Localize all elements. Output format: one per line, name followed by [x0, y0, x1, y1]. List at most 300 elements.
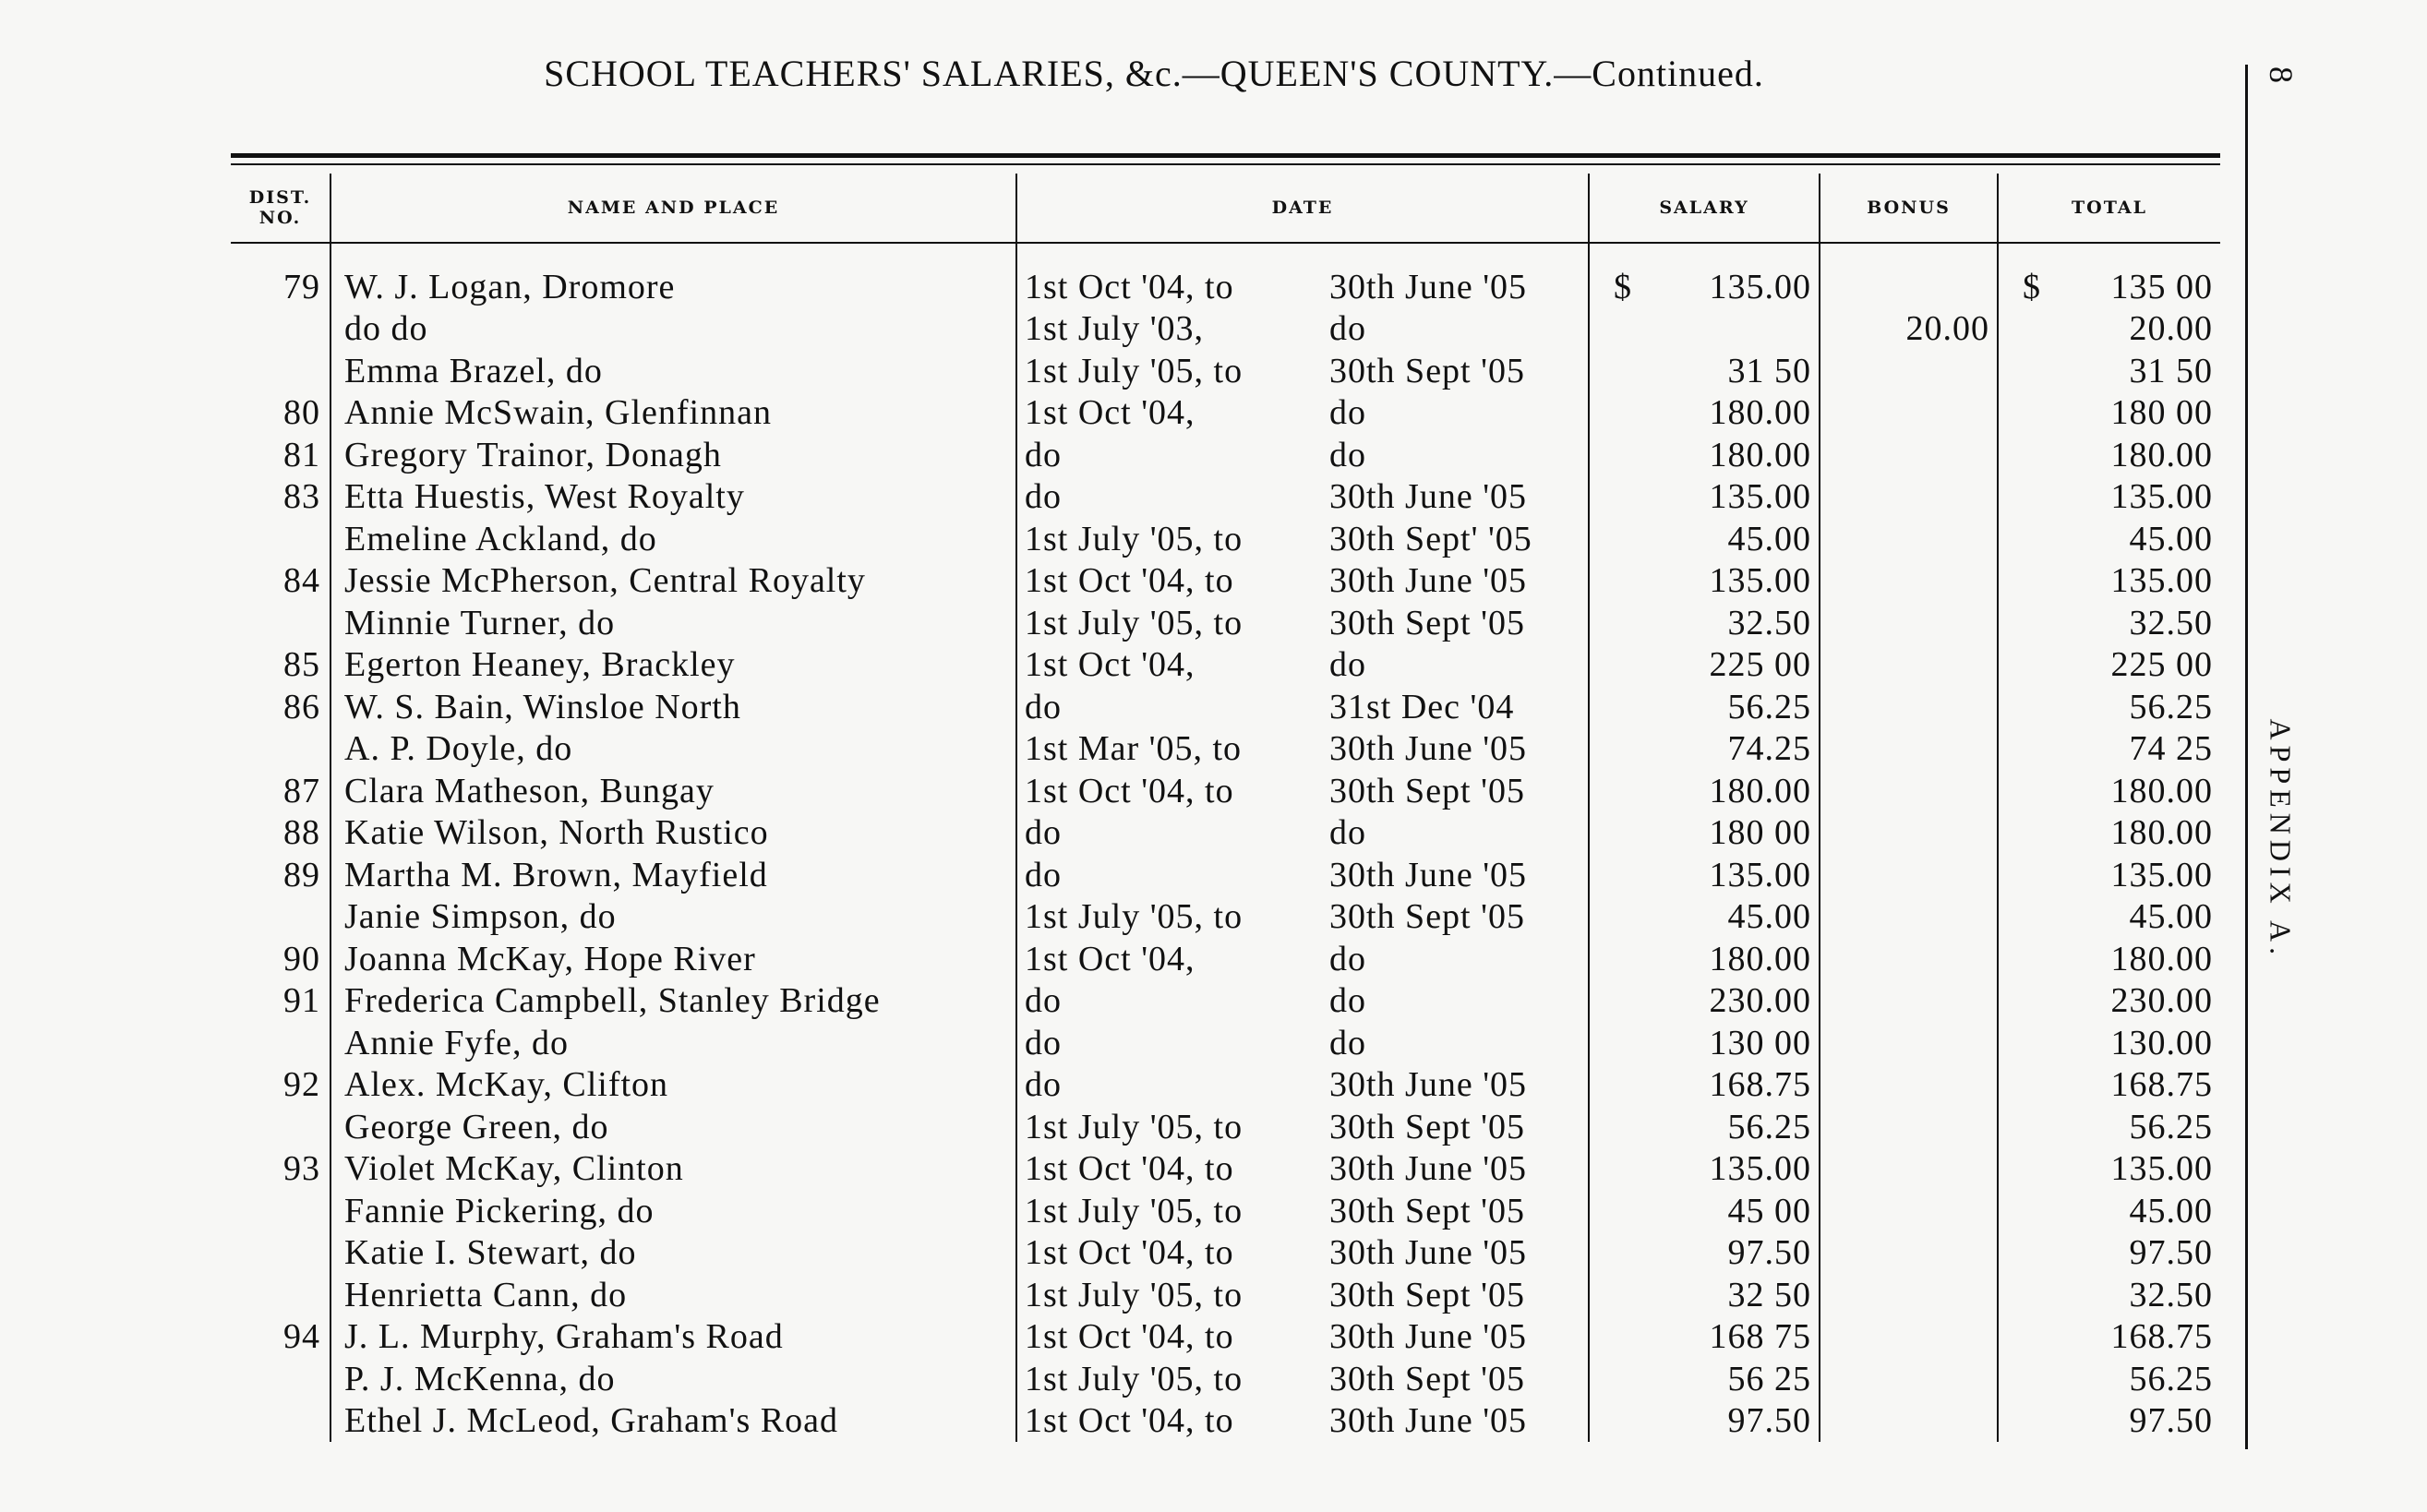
total-value: 230.00 [2110, 981, 2213, 1021]
date-cell [1016, 560, 1589, 603]
bonus-value [1820, 476, 1998, 519]
salary-cell [1589, 434, 1820, 476]
salary-cell [1589, 1064, 1820, 1107]
table-row [231, 686, 2220, 728]
dist-no: 91 [283, 981, 320, 1021]
header-rule-bottom [231, 163, 2220, 165]
col-header-dist: DIST. NO. [231, 174, 330, 243]
table-row [231, 896, 2220, 939]
salary-value: 56 25 [1727, 1359, 1811, 1398]
salary-cell [1589, 896, 1820, 939]
bonus-value [1820, 854, 1998, 896]
date-cell [1016, 1106, 1589, 1148]
total-value: 20.00 [2129, 309, 2213, 349]
date-cell [1016, 1400, 1589, 1443]
name-and-place: Frederica Campbell, Stanley Bridge [330, 980, 1016, 1023]
salary-cell [1589, 728, 1820, 771]
table-row [231, 644, 2220, 687]
total-cell [1998, 686, 2220, 728]
date-cell [1016, 350, 1589, 392]
salary-value: 97.50 [1727, 1233, 1811, 1273]
bonus-value [1820, 980, 1998, 1023]
bonus-value [1820, 243, 1998, 308]
total-cell [1998, 770, 2220, 812]
salary-value: 230.00 [1709, 981, 1811, 1021]
date-to: 30th Sept '05 [1329, 603, 1525, 642]
table-row [231, 308, 2220, 351]
col-header-name: NAME AND PLACE [330, 174, 1016, 243]
bonus-value [1820, 1400, 1998, 1443]
salary-cell [1589, 1232, 1820, 1275]
salary-cell [1589, 1316, 1820, 1359]
total-cell [1998, 243, 2220, 308]
bonus-value [1820, 896, 1998, 939]
bonus-value [1820, 350, 1998, 392]
table-row [231, 392, 2220, 435]
dist-no [231, 1190, 330, 1232]
total-value: 135 00 [2110, 267, 2213, 306]
date-from: 1st July '05, to [1025, 603, 1244, 642]
table-row [231, 1316, 2220, 1359]
bonus-value [1820, 728, 1998, 771]
name-and-place: Clara Matheson, Bungay [330, 770, 1016, 812]
date-to: do [1329, 939, 1366, 978]
name-and-place: A. P. Doyle, do [330, 728, 1016, 771]
name-and-place: P. J. McKenna, do [330, 1358, 1016, 1400]
salary-value: 130 00 [1709, 1023, 1811, 1062]
total-cell [1998, 434, 2220, 476]
total-value: 32.50 [2129, 603, 2213, 642]
total-cell [1998, 1400, 2220, 1443]
dist-no: 94 [283, 1317, 320, 1357]
dist-no: 93 [283, 1149, 320, 1189]
date-to: 30th June '05 [1329, 1317, 1528, 1357]
bonus-value [1820, 1106, 1998, 1148]
name-and-place: J. L. Murphy, Graham's Road [330, 1316, 1016, 1359]
salary-cell [1589, 1358, 1820, 1400]
name-and-place: Annie McSwain, Glenfinnan [330, 392, 1016, 435]
date-to: 30th Sept '05 [1329, 351, 1525, 390]
date-from: do [1025, 855, 1062, 894]
total-cell [1998, 1022, 2220, 1064]
bonus-value [1820, 1022, 1998, 1064]
salary-value: 45.00 [1727, 519, 1811, 558]
table-row [231, 938, 2220, 980]
total-value: 74 25 [2129, 729, 2213, 769]
total-value: 225 00 [2110, 645, 2213, 685]
date-to: do [1329, 309, 1366, 349]
total-cell [1998, 1274, 2220, 1316]
table-row [231, 1148, 2220, 1191]
page-number: 8 [2263, 66, 2300, 83]
table-row [231, 560, 2220, 603]
salary-cell [1589, 1106, 1820, 1148]
date-from: 1st July '05, to [1025, 351, 1244, 390]
table-row [231, 1190, 2220, 1232]
dist-no: 89 [283, 855, 320, 894]
bonus-value [1820, 644, 1998, 687]
name-and-place: George Green, do [330, 1106, 1016, 1148]
date-cell [1016, 1064, 1589, 1107]
dist-no [231, 1106, 330, 1148]
salary-value: 168.75 [1709, 1065, 1811, 1105]
dist-no: 86 [283, 687, 320, 726]
salary-cell [1589, 602, 1820, 644]
date-to: do [1329, 981, 1366, 1021]
dist-no: 80 [283, 393, 320, 433]
dist-no [231, 308, 330, 351]
date-cell [1016, 243, 1589, 308]
date-from: 1st July '05, to [1025, 897, 1244, 937]
date-to: 30th June '05 [1329, 1233, 1528, 1273]
total-value: 130.00 [2110, 1023, 2213, 1062]
date-from: do [1025, 1065, 1062, 1105]
total-cell [1998, 644, 2220, 687]
date-to: 30th Sept' '05 [1329, 519, 1532, 558]
salary-cell [1589, 770, 1820, 812]
total-value: 56.25 [2129, 1359, 2213, 1398]
bonus-value [1820, 434, 1998, 476]
dist-no [231, 602, 330, 644]
total-cell [1998, 1190, 2220, 1232]
salary-cell [1589, 392, 1820, 435]
table-row [231, 1022, 2220, 1064]
total-cell [1998, 980, 2220, 1023]
name-and-place: Henrietta Cann, do [330, 1274, 1016, 1316]
date-to: 31st Dec '04 [1329, 687, 1515, 726]
table-body [231, 243, 2220, 1442]
dist-no: 79 [283, 267, 320, 306]
dist-no [231, 1400, 330, 1443]
dist-no: 90 [283, 939, 320, 978]
total-value: 180.00 [2110, 939, 2213, 978]
table-row [231, 1232, 2220, 1275]
bonus-value [1820, 560, 1998, 603]
salary-value: 97.50 [1727, 1401, 1811, 1441]
name-and-place: Jessie McPherson, Central Royalty [330, 560, 1016, 603]
date-cell [1016, 476, 1589, 519]
table-row [231, 770, 2220, 812]
date-to: 30th Sept '05 [1329, 1359, 1525, 1398]
date-from: 1st July '03, [1025, 309, 1205, 349]
date-to: do [1329, 813, 1366, 853]
date-cell [1016, 1358, 1589, 1400]
total-value: 180.00 [2110, 771, 2213, 810]
date-cell [1016, 1022, 1589, 1064]
table-row [231, 812, 2220, 855]
name-and-place: Minnie Turner, do [330, 602, 1016, 644]
dist-no: 83 [283, 477, 320, 517]
table-row [231, 980, 2220, 1023]
total-cell [1998, 938, 2220, 980]
date-from: 1st Mar '05, to [1025, 729, 1243, 769]
date-to: 30th June '05 [1329, 477, 1528, 517]
table-row [231, 518, 2220, 560]
date-cell [1016, 686, 1589, 728]
date-from: 1st July '05, to [1025, 1107, 1244, 1146]
total-cell [1998, 308, 2220, 351]
date-to: 30th Sept '05 [1329, 1191, 1525, 1230]
total-value: 168.75 [2110, 1065, 2213, 1105]
dollar-sign: $ [1614, 267, 1632, 306]
total-cell [1998, 1358, 2220, 1400]
dist-no [231, 1232, 330, 1275]
bonus-value [1820, 1064, 1998, 1107]
name-and-place: Gregory Trainor, Donagh [330, 434, 1016, 476]
date-to: 30th June '05 [1329, 1401, 1528, 1441]
date-to: 30th Sept '05 [1329, 771, 1525, 810]
total-value: 168.75 [2110, 1317, 2213, 1357]
total-cell [1998, 728, 2220, 771]
total-cell [1998, 1064, 2220, 1107]
date-from: 1st Oct '04, to [1025, 1317, 1234, 1357]
salary-value: 180 00 [1709, 813, 1811, 853]
salary-value: 135.00 [1709, 477, 1811, 517]
date-to: do [1329, 645, 1366, 685]
margin-rule [2245, 65, 2248, 1449]
date-from: do [1025, 687, 1062, 726]
date-cell [1016, 770, 1589, 812]
date-from: 1st Oct '04, to [1025, 1149, 1234, 1189]
bonus-value: 20.00 [1820, 308, 1998, 351]
total-cell [1998, 350, 2220, 392]
total-cell [1998, 1232, 2220, 1275]
name-and-place: Etta Huestis, West Royalty [330, 476, 1016, 519]
table-row [231, 350, 2220, 392]
date-to: do [1329, 435, 1366, 474]
total-cell [1998, 392, 2220, 435]
total-value: 45.00 [2129, 897, 2213, 937]
salary-cell [1589, 854, 1820, 896]
dist-no [231, 1022, 330, 1064]
salary-value: 135.00 [1709, 561, 1811, 601]
date-from: 1st July '05, to [1025, 1275, 1244, 1314]
bonus-value [1820, 1358, 1998, 1400]
date-cell [1016, 644, 1589, 687]
total-cell [1998, 854, 2220, 896]
table-row [231, 1106, 2220, 1148]
bonus-value [1820, 1148, 1998, 1191]
salary-cell [1589, 518, 1820, 560]
bonus-value [1820, 1232, 1998, 1275]
date-from: do [1025, 981, 1062, 1021]
total-cell [1998, 1316, 2220, 1359]
salary-value: 168 75 [1709, 1317, 1811, 1357]
salary-cell [1589, 686, 1820, 728]
bonus-value [1820, 770, 1998, 812]
name-and-place: W. S. Bain, Winsloe North [330, 686, 1016, 728]
date-cell [1016, 1316, 1589, 1359]
date-from: 1st Oct '04, [1025, 645, 1195, 685]
salary-cell [1589, 812, 1820, 855]
salary-cell [1589, 1022, 1820, 1064]
name-and-place: Katie I. Stewart, do [330, 1232, 1016, 1275]
name-and-place: Emeline Ackland, do [330, 518, 1016, 560]
salary-cell [1589, 938, 1820, 980]
date-cell [1016, 602, 1589, 644]
total-value: 45.00 [2129, 519, 2213, 558]
date-from: do [1025, 1023, 1062, 1062]
dist-no: 87 [283, 771, 320, 810]
date-from: 1st July '05, to [1025, 519, 1244, 558]
dist-no [231, 350, 330, 392]
date-cell [1016, 308, 1589, 351]
date-from: 1st July '05, to [1025, 1191, 1244, 1230]
total-cell [1998, 1106, 2220, 1148]
salary-cell [1589, 560, 1820, 603]
total-value: 180.00 [2110, 813, 2213, 853]
total-cell [1998, 896, 2220, 939]
total-cell [1998, 560, 2220, 603]
salary-value: 32 50 [1727, 1275, 1811, 1314]
salary-value: 180.00 [1709, 393, 1811, 433]
bonus-value [1820, 686, 1998, 728]
salary-value: 45 00 [1727, 1191, 1811, 1230]
bonus-value [1820, 812, 1998, 855]
dist-no [231, 728, 330, 771]
table-row [231, 728, 2220, 771]
date-cell [1016, 1190, 1589, 1232]
date-cell [1016, 854, 1589, 896]
date-from: 1st July '05, to [1025, 1359, 1244, 1398]
name-and-place: Alex. McKay, Clifton [330, 1064, 1016, 1107]
date-to: 30th June '05 [1329, 729, 1528, 769]
date-from: 1st Oct '04, to [1025, 267, 1234, 306]
salary-cell [1589, 644, 1820, 687]
date-to: 30th June '05 [1329, 1065, 1528, 1105]
salary-value: 225 00 [1709, 645, 1811, 685]
salary-value: 180.00 [1709, 435, 1811, 474]
total-cell [1998, 476, 2220, 519]
total-value: 31 50 [2129, 351, 2213, 390]
total-value: 32.50 [2129, 1275, 2213, 1314]
date-from: 1st Oct '04, to [1025, 1233, 1234, 1273]
salary-value: 56.25 [1727, 1107, 1811, 1146]
salary-table [231, 174, 2220, 1442]
salary-value: 135.00 [1709, 855, 1811, 894]
date-from: do [1025, 813, 1062, 853]
date-from: 1st Oct '04, [1025, 393, 1195, 433]
salary-value: 180.00 [1709, 771, 1811, 810]
date-cell [1016, 1232, 1589, 1275]
name-and-place: Violet McKay, Clinton [330, 1148, 1016, 1191]
total-value: 180.00 [2110, 435, 2213, 474]
col-header-date: DATE [1016, 174, 1589, 243]
salary-cell [1589, 1400, 1820, 1443]
dist-no: 84 [283, 561, 320, 601]
date-to: 30th Sept '05 [1329, 1107, 1525, 1146]
table-row [231, 243, 2220, 308]
dist-no [231, 896, 330, 939]
date-to: do [1329, 1023, 1366, 1062]
bonus-value [1820, 518, 1998, 560]
table-row [231, 476, 2220, 519]
table-header-row [231, 174, 2220, 243]
date-from: 1st Oct '04, to [1025, 771, 1234, 810]
total-cell [1998, 518, 2220, 560]
total-cell [1998, 812, 2220, 855]
table-row [231, 854, 2220, 896]
bonus-value [1820, 938, 1998, 980]
date-from: 1st Oct '04, to [1025, 1401, 1234, 1441]
name-and-place: Martha M. Brown, Mayfield [330, 854, 1016, 896]
dollar-sign: $ [2023, 267, 2041, 306]
header-rule-top [231, 153, 2220, 158]
date-to: do [1329, 393, 1366, 433]
col-header-total: TOTAL [1998, 174, 2220, 243]
name-and-place: do do [330, 308, 1016, 351]
dist-no [231, 518, 330, 560]
dist-no: 92 [283, 1065, 320, 1105]
name-and-place: Fannie Pickering, do [330, 1190, 1016, 1232]
total-value: 56.25 [2129, 687, 2213, 726]
total-value: 97.50 [2129, 1233, 2213, 1273]
date-to: 30th June '05 [1329, 267, 1528, 306]
date-from: do [1025, 435, 1062, 474]
date-cell [1016, 1274, 1589, 1316]
date-from: 1st Oct '04, to [1025, 561, 1234, 601]
salary-value: 31 50 [1727, 351, 1811, 390]
table-row [231, 1274, 2220, 1316]
total-cell [1998, 1148, 2220, 1191]
salary-value: 135.00 [1709, 1149, 1811, 1189]
salary-value: 45.00 [1727, 897, 1811, 937]
name-and-place: Janie Simpson, do [330, 896, 1016, 939]
appendix-label: APPENDIX A. [2264, 718, 2298, 961]
date-to: 30th Sept '05 [1329, 1275, 1525, 1314]
page-title: SCHOOL TEACHERS' SALARIES, &c.—QUEEN'S COUNTY.—Continued. [544, 53, 1764, 94]
bonus-value [1820, 602, 1998, 644]
date-cell [1016, 938, 1589, 980]
date-cell [1016, 1148, 1589, 1191]
salary-cell [1589, 1274, 1820, 1316]
dist-no: 81 [283, 435, 320, 474]
name-and-place: Emma Brazel, do [330, 350, 1016, 392]
date-to: 30th Sept '05 [1329, 897, 1525, 937]
col-header-salary: SALARY [1589, 174, 1820, 243]
table-row [231, 602, 2220, 644]
name-and-place: W. J. Logan, Dromore [330, 243, 1016, 308]
date-from: do [1025, 477, 1062, 517]
salary-cell [1589, 308, 1820, 351]
date-cell [1016, 812, 1589, 855]
salary-cell [1589, 1190, 1820, 1232]
table-row [231, 434, 2220, 476]
col-header-bonus: BONUS [1820, 174, 1998, 243]
date-cell [1016, 728, 1589, 771]
salary-cell [1589, 243, 1820, 308]
date-to: 30th June '05 [1329, 561, 1528, 601]
total-value: 56.25 [2129, 1107, 2213, 1146]
name-and-place: Egerton Heaney, Brackley [330, 644, 1016, 687]
total-value: 45.00 [2129, 1191, 2213, 1230]
date-cell [1016, 896, 1589, 939]
salary-cell [1589, 350, 1820, 392]
bonus-value [1820, 392, 1998, 435]
total-value: 97.50 [2129, 1401, 2213, 1441]
total-value: 180 00 [2110, 393, 2213, 433]
dist-no: 85 [283, 645, 320, 685]
name-and-place: Ethel J. McLeod, Graham's Road [330, 1400, 1016, 1443]
dist-no [231, 1274, 330, 1316]
date-cell [1016, 392, 1589, 435]
name-and-place: Katie Wilson, North Rustico [330, 812, 1016, 855]
bonus-value [1820, 1316, 1998, 1359]
table-row [231, 1064, 2220, 1107]
salary-value: 32.50 [1727, 603, 1811, 642]
table-row [231, 1400, 2220, 1443]
bonus-value [1820, 1274, 1998, 1316]
